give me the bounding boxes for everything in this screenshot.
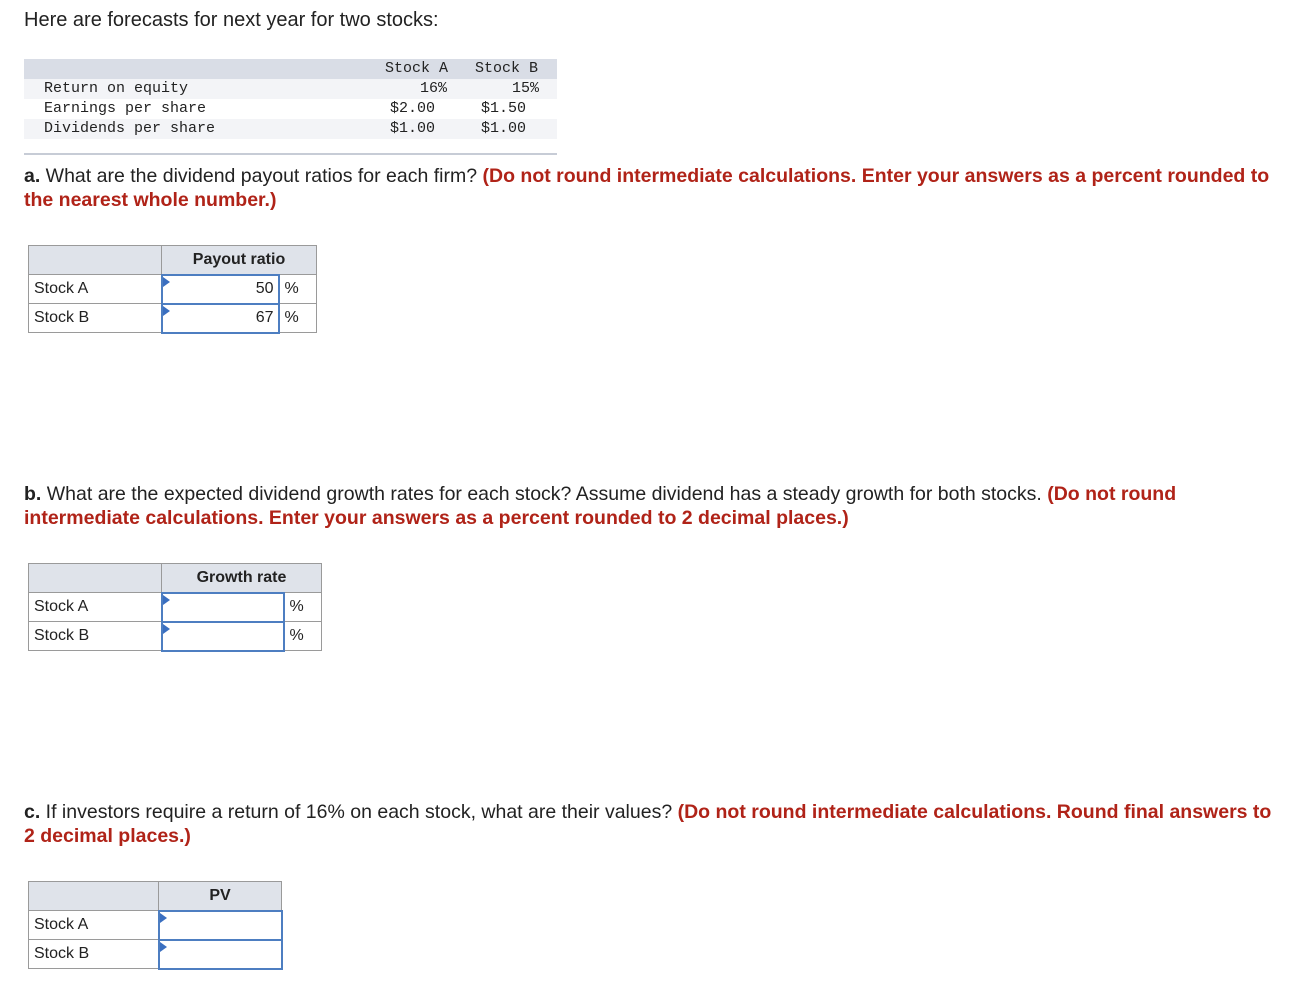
question-c-text: If investors require a return of 16% on each stock, what are their values? [40,801,678,823]
percent-unit: % [279,304,317,333]
forecast-row-label: Return on equity [44,80,189,97]
question-b-note: (Do not round intermediate calculations. Enter your answers as a percent rounded to 2 decimal places.) [24,483,1177,529]
table-row [29,593,322,622]
question-c-note: (Do not round intermediate calculations. Round final answers to 2 decimal places.) [24,801,1272,847]
question-a-text: What are the dividend payout ratios for each firm? [40,165,483,187]
table-row [29,622,322,651]
table-row [29,275,317,304]
row-label: Stock A [29,593,162,622]
intro-text: Here are forecasts for next year for two stocks: [24,9,439,31]
growth-table [28,563,322,652]
row-label: Stock B [29,622,162,651]
question-c [24,800,1274,848]
growth-header: Growth rate [162,564,322,593]
question-a-note: (Do not round intermediate calculations. Enter your answers as a percent rounded to the nearest whole number.) [24,165,1270,211]
question-b [24,482,1274,530]
payout-input-stock-b[interactable]: 67 [162,304,279,333]
forecast-cell: $1.50 [481,100,527,117]
forecast-col-b: Stock B [475,60,539,77]
table-row [29,304,317,333]
row-label: Stock A [29,275,162,304]
payout-header: Payout ratio [162,246,317,275]
forecast-cell: 16% [420,80,448,97]
percent-unit: % [279,275,317,304]
forecast-cell: $2.00 [390,100,436,117]
table-row [29,911,282,940]
question-a [24,164,1274,212]
forecast-row-label: Earnings per share [44,100,207,117]
pv-input-stock-a[interactable] [159,911,282,940]
table-row [29,940,282,969]
pv-table [28,881,283,970]
pv-input-stock-b[interactable] [159,940,282,969]
row-label: Stock B [29,940,159,969]
growth-input-stock-b[interactable] [162,622,284,651]
question-b-lead: b. [24,483,42,505]
payout-table [28,245,317,334]
pv-header: PV [159,882,282,911]
percent-unit: % [284,593,322,622]
forecast-row-label: Dividends per share [44,120,216,137]
growth-input-stock-a[interactable] [162,593,284,622]
forecast-table [24,59,557,155]
percent-unit: % [284,622,322,651]
question-c-lead: c. [24,801,41,823]
forecast-cell: $1.00 [390,120,436,137]
forecast-col-a: Stock A [385,60,449,77]
question-a-lead: a. [24,165,41,187]
question-b-text: What are the expected dividend growth rates for each stock? Assume dividend has a steady growth for both stocks. [41,483,1048,505]
forecast-cell: 15% [512,80,540,97]
row-label: Stock A [29,911,159,940]
row-label: Stock B [29,304,162,333]
forecast-cell: $1.00 [481,120,527,137]
payout-input-stock-a[interactable]: 50 [162,275,279,304]
